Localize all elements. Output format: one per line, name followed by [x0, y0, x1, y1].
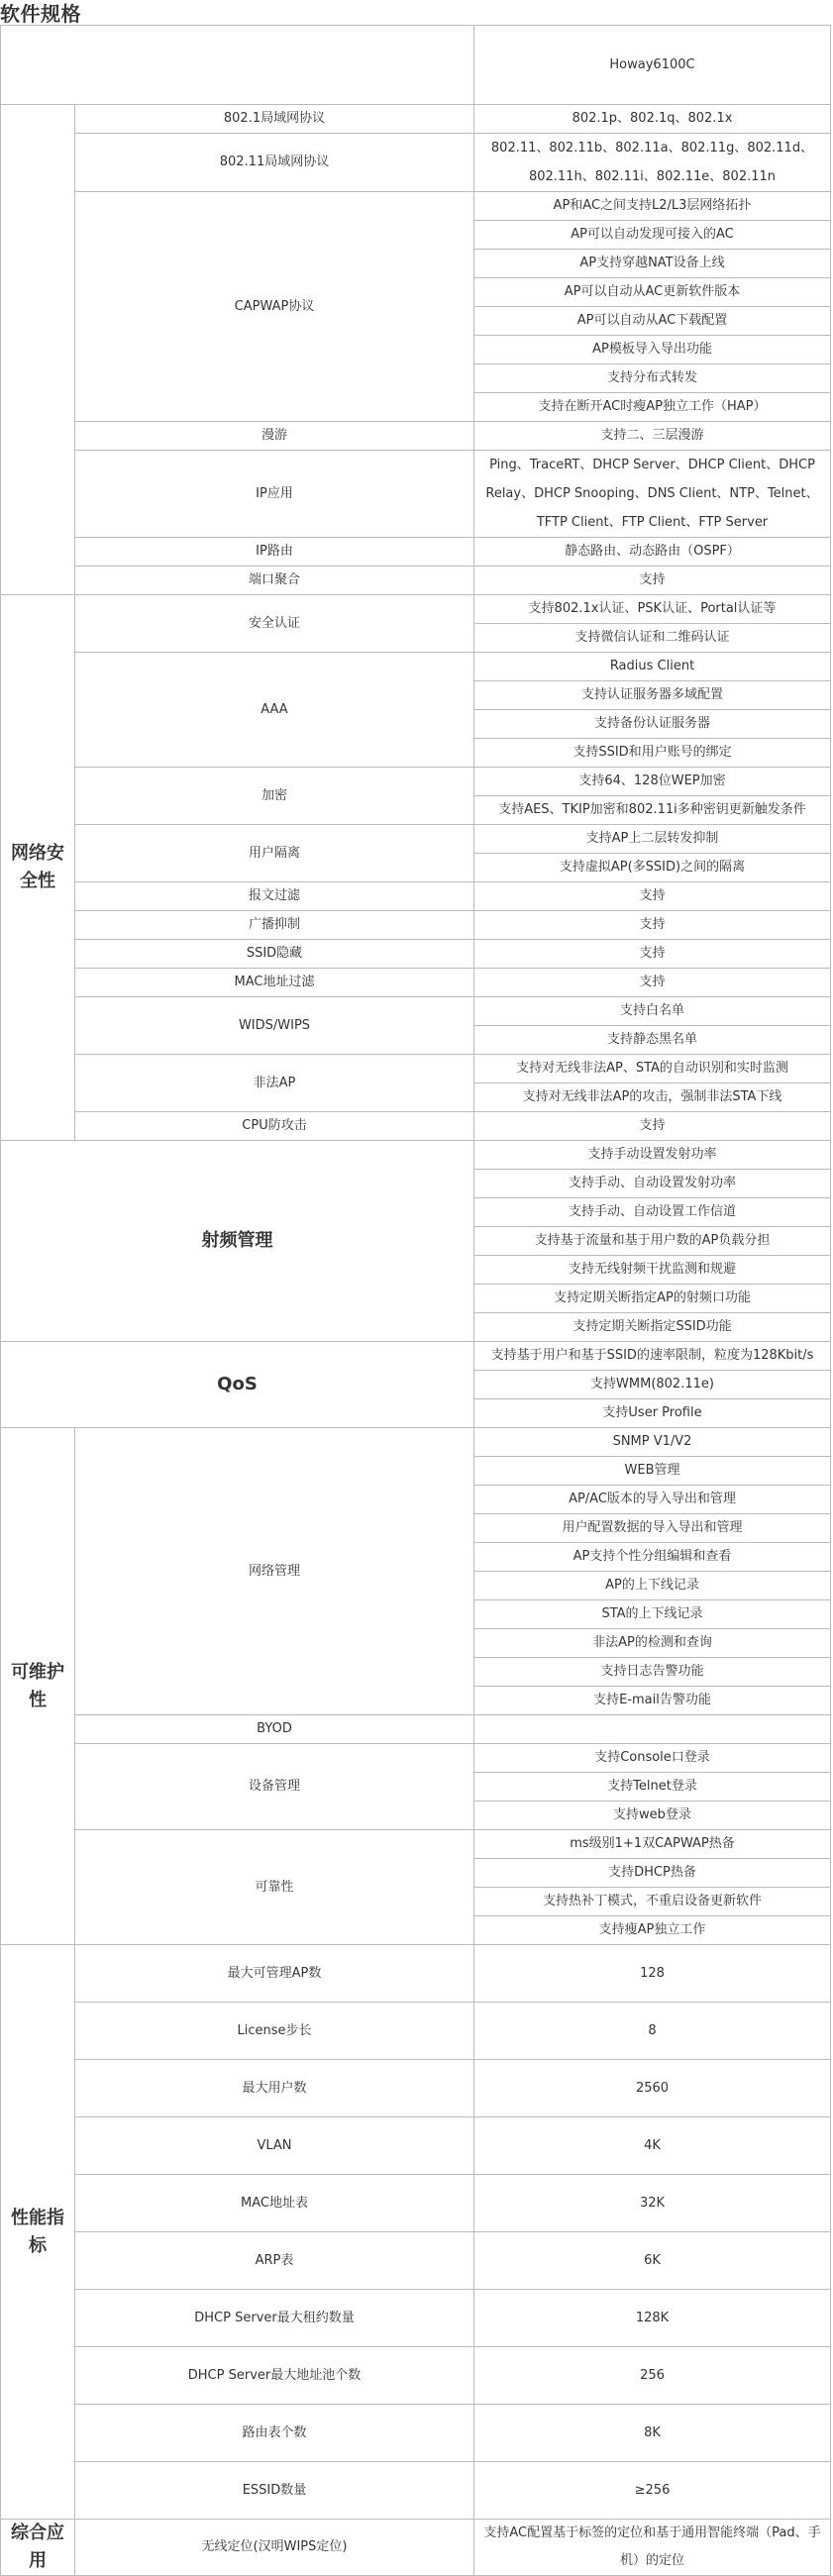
table-row	[1, 1945, 831, 2003]
table-row	[1, 1428, 831, 1457]
feature-cell: 漫游	[75, 422, 474, 451]
value-cell: 支持认证服务器多域配置	[474, 681, 831, 710]
value-cell: 支持微信认证和二维码认证	[474, 624, 831, 653]
value-cell: AP可以自动从AC下载配置	[474, 307, 831, 336]
feature-cell: 802.1局域网协议	[75, 105, 474, 134]
category-cell: 网络安全性	[1, 595, 75, 1141]
category-cell: QoS	[1, 1342, 474, 1428]
table-row	[1, 2232, 831, 2290]
feature-cell: 端口聚合	[75, 567, 474, 595]
table-row	[1, 2462, 831, 2520]
value-cell: 支持基于流量和基于用户数的AP负载分担	[474, 1227, 831, 1256]
header-blank-cell	[1, 26, 474, 105]
page-title: 软件规格	[0, 2, 81, 26]
table-row	[1, 940, 831, 969]
value-cell: 8K	[474, 2405, 831, 2462]
table-header-row	[1, 26, 831, 105]
value-cell: 支持瘦AP独立工作	[474, 1916, 831, 1945]
table-row	[1, 192, 831, 221]
category-cell: 可维护性	[1, 1428, 75, 1945]
feature-cell: IP路由	[75, 538, 474, 567]
spec-table-body	[1, 26, 831, 2576]
value-cell: Radius Client	[474, 653, 831, 681]
spec-table	[0, 25, 831, 2576]
value-cell: 支持	[474, 911, 831, 940]
table-row	[1, 2003, 831, 2060]
table-row	[1, 768, 831, 796]
value-cell: 支持日志告警功能	[474, 1658, 831, 1687]
value-cell: 128	[474, 1945, 831, 2003]
feature-cell: 报文过滤	[75, 882, 474, 911]
table-row	[1, 422, 831, 451]
value-cell: 支持	[474, 940, 831, 969]
value-cell: 支持静态黑名单	[474, 1026, 831, 1055]
feature-cell: CAPWAP协议	[75, 192, 474, 422]
value-cell: 支持对无线非法AP的攻击，强制非法STA下线	[474, 1083, 831, 1112]
value-cell: 支持AC配置基于标签的定位和基于通用智能终端（Pad、手机）的定位	[474, 2520, 831, 2576]
feature-cell: AAA	[75, 653, 474, 768]
table-row	[1, 1715, 831, 1744]
value-cell: 支持AP上二层转发抑制	[474, 825, 831, 854]
table-row	[1, 825, 831, 854]
value-cell: 支持对无线非法AP、STA的自动识别和实时监测	[474, 1055, 831, 1083]
feature-cell: VLAN	[75, 2117, 474, 2175]
value-cell: 支持	[474, 882, 831, 911]
value-cell: 支持手动、自动设置工作信道	[474, 1198, 831, 1227]
feature-cell: IP应用	[75, 451, 474, 538]
value-cell: 支持定期关断指定AP的射频口功能	[474, 1285, 831, 1313]
feature-cell: 802.11局域网协议	[75, 134, 474, 192]
feature-cell: 安全认证	[75, 595, 474, 653]
value-cell: 128K	[474, 2290, 831, 2347]
feature-cell: DHCP Server最大租约数量	[75, 2290, 474, 2347]
value-cell: AP可以自动从AC更新软件版本	[474, 278, 831, 307]
feature-cell: WIDS/WIPS	[75, 997, 474, 1055]
table-row	[1, 2405, 831, 2462]
value-cell: 支持基于用户和基于SSID的速率限制，粒度为128Kbit/s	[474, 1342, 831, 1371]
feature-cell: ESSID数量	[75, 2462, 474, 2520]
feature-cell: 最大可管理AP数	[75, 1945, 474, 2003]
feature-cell: CPU防攻击	[75, 1112, 474, 1141]
value-cell: 支持	[474, 567, 831, 595]
value-cell: 802.11、802.11b、802.11a、802.11g、802.11d、802.11h、802.11i、802.11e、802.11n	[474, 134, 831, 192]
feature-cell: 无线定位(汉明WIPS定位)	[75, 2520, 474, 2576]
value-cell: AP支持穿越NAT设备上线	[474, 250, 831, 278]
feature-cell: 加密	[75, 768, 474, 825]
value-cell: ms级别1+1双CAPWAP热备	[474, 1830, 831, 1859]
value-cell: 支持E-mail告警功能	[474, 1687, 831, 1715]
value-cell: 支持无线射频干扰监测和规避	[474, 1256, 831, 1285]
table-row	[1, 105, 831, 134]
value-cell: 支持DHCP热备	[474, 1859, 831, 1888]
value-cell: Ping、TraceRT、DHCP Server、DHCP Client、DHCP Relay、DHCP Snooping、DNS Client、NTP、Telnet、TFTP Client、FTP Client、FTP Server	[474, 451, 831, 538]
table-row	[1, 1141, 831, 1170]
feature-cell: SSID隐藏	[75, 940, 474, 969]
value-cell: SNMP V1/V2	[474, 1428, 831, 1457]
feature-cell: ARP表	[75, 2232, 474, 2290]
table-row	[1, 567, 831, 595]
value-cell: 支持手动设置发射功率	[474, 1141, 831, 1170]
table-row	[1, 1830, 831, 1859]
value-cell: 支持手动、自动设置发射功率	[474, 1170, 831, 1198]
value-cell: 非法AP的检测和查询	[474, 1629, 831, 1658]
feature-cell: 路由表个数	[75, 2405, 474, 2462]
value-cell: 支持分布式转发	[474, 364, 831, 393]
value-cell: 4K	[474, 2117, 831, 2175]
feature-cell: 用户隔离	[75, 825, 474, 882]
table-row	[1, 2060, 831, 2117]
value-cell: STA的上下线记录	[474, 1600, 831, 1629]
table-row	[1, 1342, 831, 1371]
value-cell: 支持WMM(802.11e)	[474, 1371, 831, 1399]
value-cell: 8	[474, 2003, 831, 2060]
value-cell: AP和AC之间支持L2/L3层网络拓扑	[474, 192, 831, 221]
feature-cell: MAC地址表	[75, 2175, 474, 2232]
value-cell: AP模板导入导出功能	[474, 336, 831, 364]
feature-cell: BYOD	[75, 1715, 474, 1744]
feature-cell: 广播抑制	[75, 911, 474, 940]
feature-cell: 设备管理	[75, 1744, 474, 1830]
value-cell: 32K	[474, 2175, 831, 2232]
value-cell: 256	[474, 2347, 831, 2405]
value-cell: 支持Console口登录	[474, 1744, 831, 1773]
category-cell: 射频管理	[1, 1141, 474, 1342]
table-row	[1, 538, 831, 567]
category-cell: 综合应用	[1, 2520, 75, 2576]
table-row	[1, 1744, 831, 1773]
value-cell: 6K	[474, 2232, 831, 2290]
value-cell: 支持热补丁模式，不重启设备更新软件	[474, 1888, 831, 1916]
value-cell: 2560	[474, 2060, 831, 2117]
value-cell: 支持二、三层漫游	[474, 422, 831, 451]
value-cell: AP/AC版本的导入导出和管理	[474, 1486, 831, 1514]
table-row	[1, 2347, 831, 2405]
value-cell: 802.1p、802.1q、802.1x	[474, 105, 831, 134]
table-row	[1, 1112, 831, 1141]
feature-cell: 最大用户数	[75, 2060, 474, 2117]
value-cell: 静态路由、动态路由（OSPF）	[474, 538, 831, 567]
value-cell: 支持web登录	[474, 1802, 831, 1830]
table-row	[1, 134, 831, 192]
value-cell: WEB管理	[474, 1457, 831, 1486]
value-cell: 支持虚拟AP(多SSID)之间的隔离	[474, 854, 831, 882]
value-cell: 支持64、128位WEP加密	[474, 768, 831, 796]
category-cell	[1, 105, 75, 595]
model-name: Howay6100C	[474, 26, 831, 105]
value-cell: 支持SSID和用户账号的绑定	[474, 739, 831, 768]
table-row	[1, 911, 831, 940]
feature-cell: 非法AP	[75, 1055, 474, 1112]
value-cell: 支持AES、TKIP加密和802.11i多种密钥更新触发条件	[474, 796, 831, 825]
feature-cell: MAC地址过滤	[75, 969, 474, 997]
table-row	[1, 882, 831, 911]
value-cell: 支持	[474, 969, 831, 997]
table-row	[1, 2117, 831, 2175]
table-row	[1, 2175, 831, 2232]
value-cell: ≥256	[474, 2462, 831, 2520]
feature-cell: DHCP Server最大地址池个数	[75, 2347, 474, 2405]
table-row	[1, 451, 831, 538]
table-row	[1, 2290, 831, 2347]
category-cell: 性能指标	[1, 1945, 75, 2520]
value-cell: 支持User Profile	[474, 1399, 831, 1428]
value-cell: 用户配置数据的导入导出和管理	[474, 1514, 831, 1543]
value-cell: 支持白名单	[474, 997, 831, 1026]
value-cell: AP的上下线记录	[474, 1572, 831, 1600]
table-row	[1, 2520, 831, 2576]
feature-cell: 可靠性	[75, 1830, 474, 1945]
value-cell: AP支持个性分组编辑和查看	[474, 1543, 831, 1572]
value-cell: 支持802.1x认证、PSK认证、Portal认证等	[474, 595, 831, 624]
feature-cell: License步长	[75, 2003, 474, 2060]
table-row	[1, 653, 831, 681]
table-row	[1, 997, 831, 1026]
table-row	[1, 1055, 831, 1083]
value-cell: AP可以自动发现可接入的AC	[474, 221, 831, 250]
value-cell: 支持	[474, 1112, 831, 1141]
value-cell	[474, 1715, 831, 1744]
value-cell: 支持在断开AC时瘦AP独立工作（HAP）	[474, 393, 831, 422]
feature-cell: 网络管理	[75, 1428, 474, 1715]
table-row	[1, 969, 831, 997]
value-cell: 支持Telnet登录	[474, 1773, 831, 1802]
table-row	[1, 595, 831, 624]
value-cell: 支持备份认证服务器	[474, 710, 831, 739]
value-cell: 支持定期关断指定SSID功能	[474, 1313, 831, 1342]
